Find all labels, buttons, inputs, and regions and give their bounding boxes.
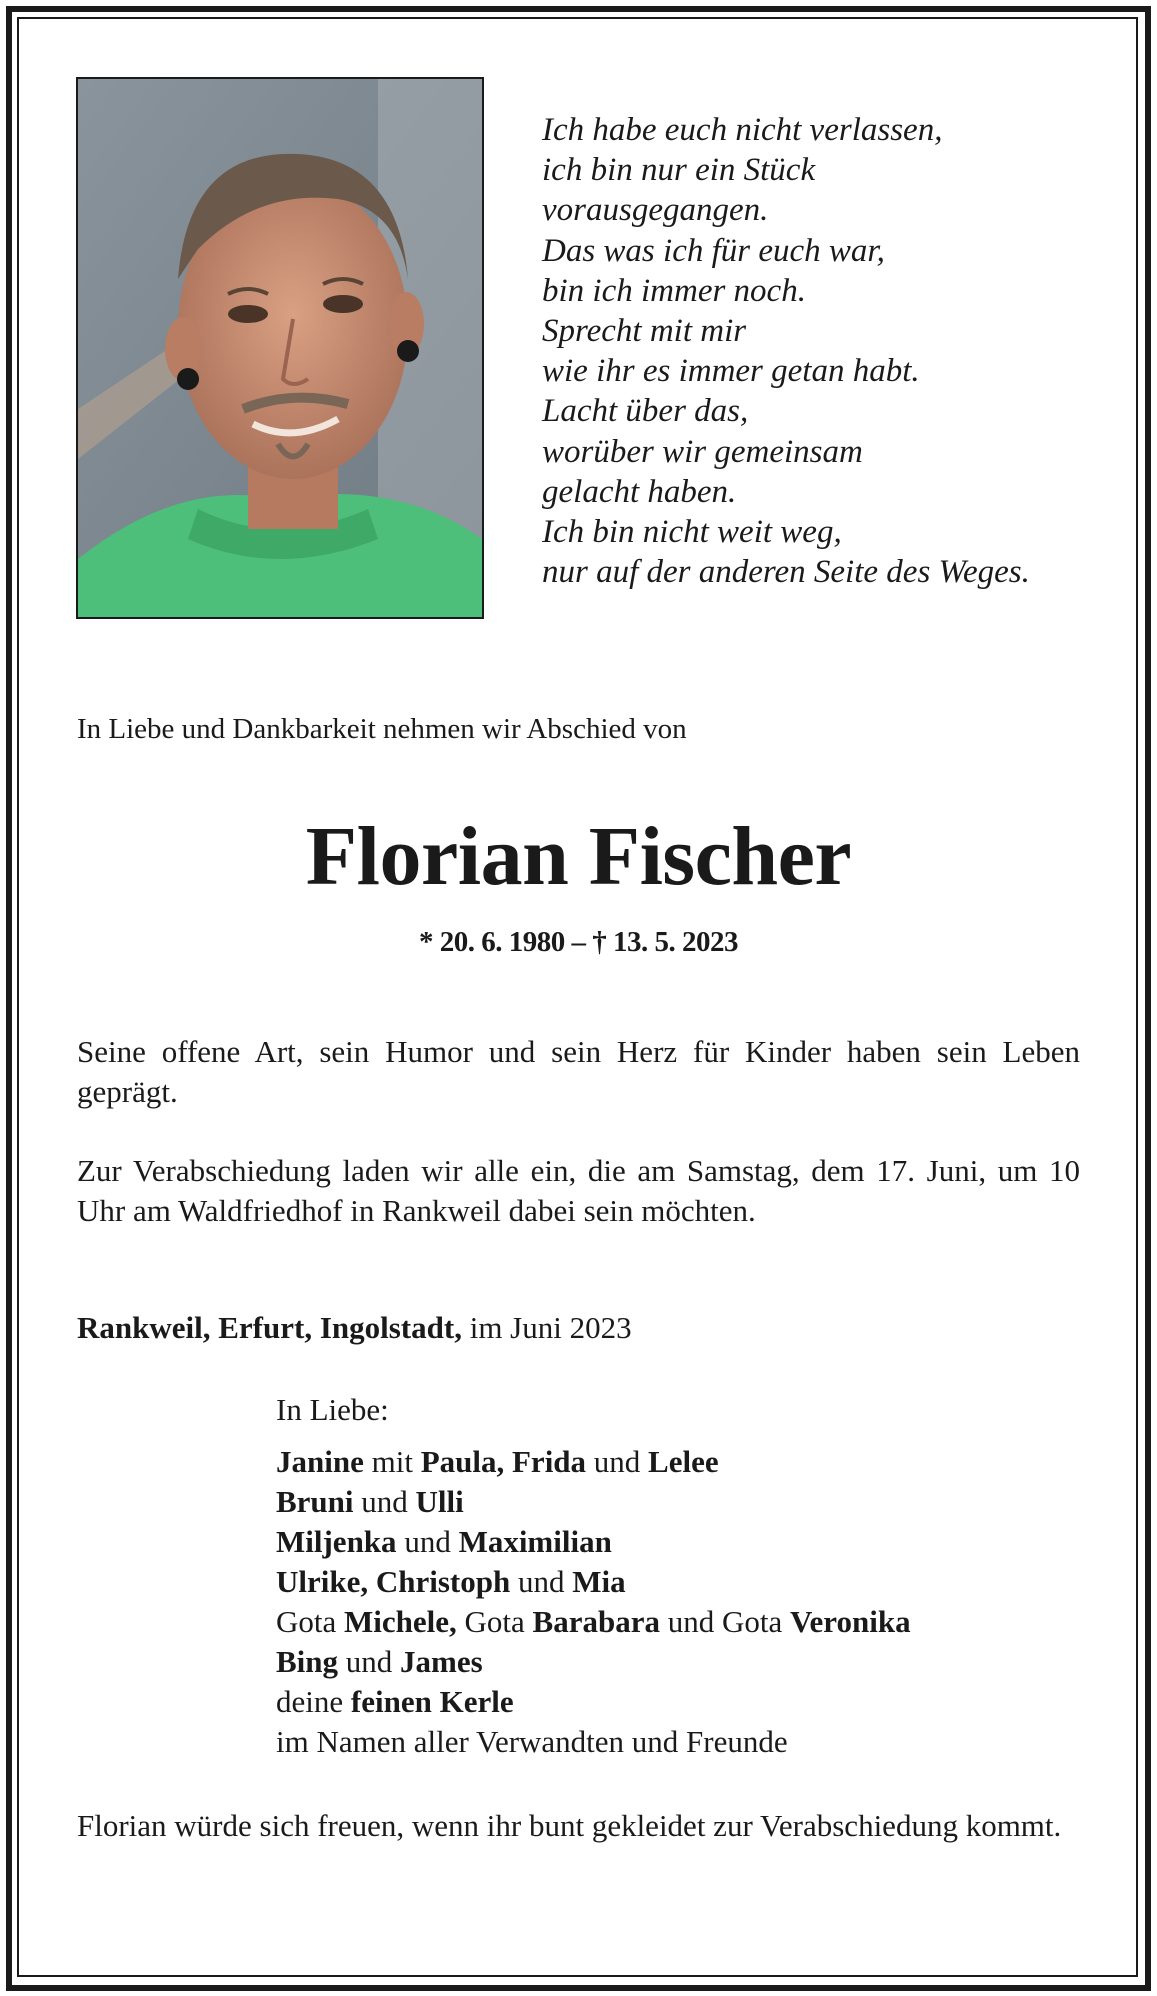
poem-line: Sprecht mit mir <box>542 313 747 350</box>
mourner-connector: und <box>586 1444 649 1479</box>
tribute-paragraph: Seine offene Art, sein Humor und sein Herz für Kinder haben sein Leben geprägt. <box>77 1034 1080 1109</box>
mourner-name: James <box>400 1644 483 1679</box>
mourner-name: feinen Kerle <box>350 1684 514 1719</box>
mourner-name: Barabara <box>532 1604 660 1639</box>
mourner-name: Bing <box>276 1644 339 1679</box>
mourner-connector: und <box>510 1564 573 1599</box>
mourner-row <box>276 1562 1096 1602</box>
poem-line: vorausgegangen. <box>542 192 769 229</box>
mourner-name: Mia <box>572 1564 626 1599</box>
mourner-name: Lelee <box>648 1444 719 1479</box>
mourner-row <box>276 1722 1096 1762</box>
intro-line: In Liebe und Dankbarkeit nehmen wir Abschied von <box>77 713 687 745</box>
portrait-illustration <box>78 79 482 617</box>
mourner-name: Ulli <box>415 1484 464 1519</box>
mourner-name: Maximilian <box>458 1524 612 1559</box>
mourner-row <box>276 1482 1096 1522</box>
life-dates: * 20. 6. 1980 – † 13. 5. 2023 <box>419 926 738 958</box>
mourners-heading: In Liebe: <box>276 1392 389 1427</box>
poem-line: nur auf der anderen Seite des Weges. <box>542 554 1030 591</box>
mourner-name: Bruni <box>276 1484 354 1519</box>
mourner-name: Janine <box>276 1444 364 1479</box>
poem-line: Ich habe euch nicht verlassen, <box>542 112 943 148</box>
place-cities: Rankweil, Erfurt, Ingolstadt, <box>77 1310 462 1345</box>
mourner-connector: und <box>338 1644 401 1679</box>
mourner-connector: Gota <box>456 1604 533 1639</box>
poem-line: worüber wir gemeinsam <box>542 433 863 470</box>
poem-line: Das was ich für euch war, <box>542 232 885 269</box>
mourner-connector: und Gota <box>659 1604 790 1639</box>
mourner-connector: mit <box>363 1444 421 1479</box>
portrait-photo <box>76 77 484 619</box>
poem-line: wie ihr es immer getan habt. <box>542 353 920 390</box>
ceremony-paragraph: Zur Verabschiedung laden wir alle ein, die am Samstag, dem 17. Juni, um 10 Uhr am Waldfriedhof in Rankweil dabei sein möchten. <box>77 1153 1080 1228</box>
mourner-connector: und <box>353 1484 416 1519</box>
mourner-name: Veronika <box>790 1604 911 1639</box>
mourners-list <box>276 1390 1096 1762</box>
mourner-row <box>276 1602 1096 1642</box>
mourner-row <box>276 1442 1096 1482</box>
mourner-row <box>276 1522 1096 1562</box>
memorial-poem <box>542 110 1102 592</box>
mourner-row <box>276 1642 1096 1682</box>
mourner-connector: und <box>396 1524 459 1559</box>
mourner-connector: deine <box>276 1684 351 1719</box>
mourner-name: Miljenka <box>276 1524 397 1559</box>
mourner-name: Paula, Frida <box>420 1444 587 1479</box>
mourner-name: Michele, <box>344 1604 457 1639</box>
poem-line: ich bin nur ein Stück <box>542 152 816 189</box>
mourner-connector: Gota <box>276 1604 345 1639</box>
poem-line: bin ich immer noch. <box>542 272 806 309</box>
poem-line: gelacht haben. <box>542 473 737 510</box>
mourner-row <box>276 1682 1096 1722</box>
place-and-date <box>77 1310 632 1346</box>
mourner-connector: im Namen aller Verwandten und Freunde <box>276 1724 788 1759</box>
mourner-name: Ulrike, Christoph <box>276 1564 511 1599</box>
deceased-name: Florian Fischer <box>305 810 852 903</box>
poem-line: Lacht über das, <box>542 393 749 430</box>
closing-paragraph: Florian würde sich freuen, wenn ihr bunt gekleidet zur Verabschiedung kommt. <box>77 1808 1062 1843</box>
poem-line: Ich bin nicht weit weg, <box>542 514 842 551</box>
place-date: im Juni 2023 <box>461 1310 632 1345</box>
